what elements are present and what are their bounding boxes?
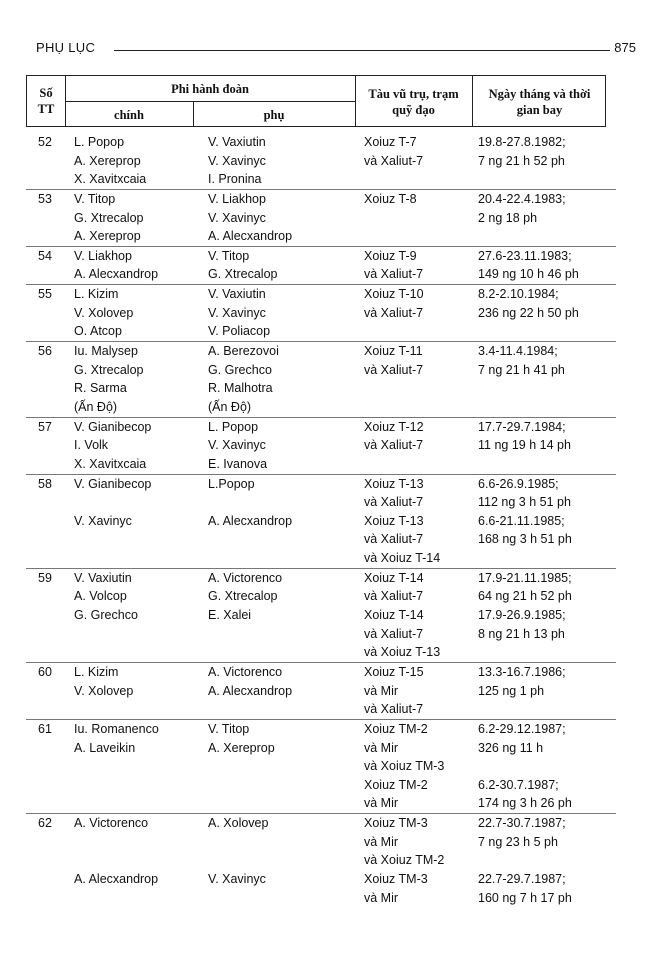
main-crew-cell: A. Volcop xyxy=(74,589,127,604)
spacecraft-cell: Xoiuz T-14 xyxy=(364,570,424,585)
spacecraft-cell: và Mir xyxy=(364,796,399,811)
backup-crew-cell: G. Grechco xyxy=(208,362,272,377)
row-line xyxy=(26,663,616,682)
table-row xyxy=(26,189,616,246)
date-duration-cell: 64 ng 21 h 52 ph xyxy=(478,589,572,604)
row-line xyxy=(26,342,616,361)
table-header xyxy=(26,75,606,127)
row-line xyxy=(26,606,616,625)
main-crew-cell: A. Laveikin xyxy=(74,740,136,755)
row-line xyxy=(26,682,616,701)
date-duration-cell: 13.3-16.7.1986; xyxy=(478,664,566,679)
row-line xyxy=(26,776,616,795)
date-duration-cell: 174 ng 3 h 26 ph xyxy=(478,796,572,811)
backup-crew-cell: A. Xereprop xyxy=(208,740,275,755)
table-row xyxy=(26,417,616,474)
backup-crew-cell: V. Xavinyc xyxy=(208,305,266,320)
main-crew-cell: V. Xavinyc xyxy=(74,513,132,528)
main-crew-cell: L. Kizim xyxy=(74,287,119,302)
table-row xyxy=(26,474,616,568)
spacecraft-cell: và Xaliut-7 xyxy=(364,438,424,453)
main-crew-cell: A. Victorenco xyxy=(74,816,149,831)
spacecraft-cell: Xoiuz T-9 xyxy=(364,248,417,263)
backup-crew-cell: A. Alecxandrop xyxy=(208,513,293,528)
col-crew-header: Phi hành đoàn xyxy=(171,82,249,96)
row-line xyxy=(26,170,616,189)
backup-crew-cell: L.Popop xyxy=(208,476,255,491)
row-line xyxy=(26,152,616,171)
table-row xyxy=(26,568,616,662)
row-number: 61 xyxy=(38,721,52,736)
row-number: 57 xyxy=(38,419,52,434)
main-crew-cell: I. Volk xyxy=(74,438,109,453)
backup-crew-cell: G. Xtrecalop xyxy=(208,589,278,604)
header-subdivider xyxy=(65,101,355,102)
row-line xyxy=(26,833,616,852)
spacecraft-cell: và Xaliut-7 xyxy=(364,305,424,320)
row-line xyxy=(26,133,616,152)
main-crew-cell: X. Xavitxcaia xyxy=(74,456,147,471)
row-line xyxy=(26,322,616,341)
row-line xyxy=(26,436,616,455)
main-crew-cell: V. Titop xyxy=(74,191,116,206)
spacecraft-cell: Xoiuz T-13 xyxy=(364,513,424,528)
spacecraft-cell: và Mir xyxy=(364,683,399,698)
spacecraft-cell: và Xaliut-7 xyxy=(364,702,424,717)
table-row xyxy=(26,284,616,341)
backup-crew-cell: (Ấn Độ) xyxy=(208,399,252,414)
row-line xyxy=(26,418,616,437)
main-crew-cell: V. Xolovep xyxy=(74,305,134,320)
row-number: 52 xyxy=(38,135,52,149)
main-crew-cell: A. Alecxandrop xyxy=(74,871,159,886)
backup-crew-cell: V. Liakhop xyxy=(208,191,266,206)
main-crew-cell: X. Xavitxcaia xyxy=(74,172,147,187)
spacecraft-cell: và Xaliut-7 xyxy=(364,153,424,168)
row-number: 55 xyxy=(38,287,52,302)
spacecraft-cell: Xoiuz TM-2 xyxy=(364,777,428,792)
col-date-header: Ngày tháng và thời gian bay xyxy=(488,87,591,117)
row-number: 62 xyxy=(38,816,52,831)
main-crew-cell: L. Popop xyxy=(74,135,125,149)
main-crew-cell: G. Xtrecalop xyxy=(74,362,144,377)
backup-crew-cell: A. Victorenco xyxy=(208,664,283,679)
row-line xyxy=(26,512,616,531)
row-number: 56 xyxy=(38,344,52,359)
row-line xyxy=(26,190,616,209)
spacecraft-cell: và Xaliut-7 xyxy=(364,267,424,282)
row-line xyxy=(26,379,616,398)
table-row xyxy=(26,246,616,284)
main-crew-cell: R. Sarma xyxy=(74,381,127,396)
row-line xyxy=(26,493,616,512)
table-row xyxy=(26,719,616,813)
backup-crew-cell: V. Vaxiutin xyxy=(208,287,266,302)
date-duration-cell: 125 ng 1 ph xyxy=(478,683,545,698)
row-line xyxy=(26,757,616,776)
row-number: 60 xyxy=(38,664,52,679)
row-line xyxy=(26,285,616,304)
spacecraft-cell: Xoiuz T-15 xyxy=(364,664,424,679)
spacecraft-cell: và Xaliut-7 xyxy=(364,362,424,377)
backup-crew-cell: V. Titop xyxy=(208,721,250,736)
main-crew-cell: G. Xtrecalop xyxy=(74,210,144,225)
spacecraft-cell: Xoiuz T-12 xyxy=(364,419,424,434)
row-line xyxy=(26,851,616,870)
header-rule xyxy=(114,50,610,51)
col-main-header: chính xyxy=(114,108,144,122)
date-duration-cell: 3.4-11.4.1984; xyxy=(478,344,558,359)
date-duration-cell: 149 ng 10 h 46 ph xyxy=(478,267,579,282)
backup-crew-cell: V. Vaxiutin xyxy=(208,135,266,149)
main-crew-cell: V. Gianibecop xyxy=(74,419,152,434)
row-line xyxy=(26,870,616,889)
spacecraft-cell: Xoiuz T-14 xyxy=(364,608,424,623)
main-crew-cell: V. Gianibecop xyxy=(74,476,152,491)
backup-crew-cell: V. Xavinyc xyxy=(208,438,266,453)
main-crew-cell: (Ấn Độ) xyxy=(74,399,118,414)
row-number: 53 xyxy=(38,191,52,206)
date-duration-cell: 6.6-21.11.1985; xyxy=(478,513,565,528)
date-duration-cell: 6.2-30.7.1987; xyxy=(478,777,559,792)
spacecraft-cell: và Xoiuz T-13 xyxy=(364,645,441,660)
backup-crew-cell: V. Xavinyc xyxy=(208,153,266,168)
row-number: 54 xyxy=(38,248,52,263)
row-line xyxy=(26,247,616,266)
row-line xyxy=(26,455,616,474)
date-duration-cell: 22.7-29.7.1987; xyxy=(478,871,566,886)
table-row xyxy=(26,341,616,417)
date-duration-cell: 20.4-22.4.1983; xyxy=(478,191,566,206)
row-line xyxy=(26,569,616,588)
main-crew-cell: O. Atcop xyxy=(74,324,122,339)
spacecraft-cell: và Xaliut-7 xyxy=(364,495,424,510)
spacecraft-cell: Xoiuz T-7 xyxy=(364,135,417,149)
row-line xyxy=(26,549,616,568)
spacecraft-cell: và Mir xyxy=(364,740,399,755)
backup-crew-cell: E. Xalei xyxy=(208,608,252,623)
main-crew-cell: L. Kizim xyxy=(74,664,119,679)
date-duration-cell: 7 ng 21 h 41 ph xyxy=(478,362,565,377)
page-number: 875 xyxy=(614,40,636,55)
backup-crew-cell: V. Xavinyc xyxy=(208,210,266,225)
date-duration-cell: 8.2-2.10.1984; xyxy=(478,287,559,302)
spacecraft-cell: và Mir xyxy=(364,890,399,905)
main-crew-cell: A. Xereprop xyxy=(74,153,141,168)
table-row xyxy=(26,662,616,719)
spacecraft-cell: Xoiuz TM-3 xyxy=(364,871,428,886)
col-no-header: Số TT xyxy=(37,86,55,116)
row-line xyxy=(26,227,616,246)
table-body xyxy=(26,133,616,907)
row-line xyxy=(26,530,616,549)
backup-crew-cell: L. Popop xyxy=(208,419,259,434)
spacecraft-cell: Xoiuz T-13 xyxy=(364,476,424,491)
row-line xyxy=(26,398,616,417)
main-crew-cell: V. Xolovep xyxy=(74,683,134,698)
row-line xyxy=(26,475,616,494)
date-duration-cell: 7 ng 23 h 5 ph xyxy=(478,834,558,849)
backup-crew-cell: G. Xtrecalop xyxy=(208,267,278,282)
row-line xyxy=(26,361,616,380)
date-duration-cell: 11 ng 19 h 14 ph xyxy=(478,438,571,453)
spacecraft-cell: và Mir xyxy=(364,834,399,849)
row-number: 58 xyxy=(38,476,52,491)
col-backup-header: phụ xyxy=(263,108,285,122)
date-duration-cell: 326 ng 11 h xyxy=(478,740,544,755)
spacecraft-cell: Xoiuz T-11 xyxy=(364,344,423,359)
date-duration-cell: 17.7-29.7.1984; xyxy=(478,419,566,434)
row-line xyxy=(26,587,616,606)
row-line xyxy=(26,209,616,228)
row-line xyxy=(26,625,616,644)
date-duration-cell: 27.6-23.11.1983; xyxy=(478,248,572,263)
row-line xyxy=(26,720,616,739)
date-duration-cell: 17.9-21.11.1985; xyxy=(478,570,572,585)
spacecraft-cell: và Xaliut-7 xyxy=(364,589,424,604)
main-crew-cell: A. Xereprop xyxy=(74,229,141,244)
main-crew-cell: Iu. Romanenco xyxy=(74,721,159,736)
spacecraft-cell: Xoiuz TM-3 xyxy=(364,816,428,831)
backup-crew-cell: V. Titop xyxy=(208,248,250,263)
backup-crew-cell: A. Alecxandrop xyxy=(208,683,293,698)
row-line xyxy=(26,814,616,833)
row-line xyxy=(26,889,616,908)
main-crew-cell: V. Liakhop xyxy=(74,248,132,263)
col-ship-header: Tàu vũ trụ, trạm quỹ đạo xyxy=(368,87,459,117)
main-crew-cell: V. Vaxiutin xyxy=(74,570,132,585)
spacecraft-cell: Xoiuz TM-2 xyxy=(364,721,428,736)
backup-crew-cell: A. Victorenco xyxy=(208,570,283,585)
spacecraft-cell: và Xaliut-7 xyxy=(364,532,424,547)
row-line xyxy=(26,739,616,758)
date-duration-cell: 19.8-27.8.1982; xyxy=(478,135,566,149)
row-line xyxy=(26,794,616,813)
date-duration-cell: 6.6-26.9.1985; xyxy=(478,476,559,491)
main-crew-cell: A. Alecxandrop xyxy=(74,267,159,282)
spacecraft-cell: Xoiuz T-10 xyxy=(364,287,424,302)
main-crew-cell: G. Grechco xyxy=(74,608,138,623)
row-line xyxy=(26,700,616,719)
date-duration-cell: 236 ng 22 h 50 ph xyxy=(478,305,579,320)
backup-crew-cell: V. Poliacop xyxy=(208,324,271,339)
date-duration-cell: 22.7-30.7.1987; xyxy=(478,816,566,831)
date-duration-cell: 7 ng 21 h 52 ph xyxy=(478,153,565,168)
date-duration-cell: 112 ng 3 h 51 ph xyxy=(478,495,571,510)
date-duration-cell: 8 ng 21 h 13 ph xyxy=(478,626,565,641)
spacecraft-cell: và Xoiuz TM-2 xyxy=(364,853,445,868)
main-crew-cell: Iu. Malysep xyxy=(74,344,138,359)
table-row xyxy=(26,133,616,189)
date-duration-cell: 6.2-29.12.1987; xyxy=(478,721,566,736)
backup-crew-cell: A. Berezovoi xyxy=(208,344,279,359)
section-title: PHỤ LỤC xyxy=(36,40,96,55)
backup-crew-cell: E. Ivanova xyxy=(208,456,268,471)
spacecraft-cell: và Xoiuz T-14 xyxy=(364,551,441,566)
spacecraft-cell: và Xaliut-7 xyxy=(364,626,424,641)
date-duration-cell: 168 ng 3 h 51 ph xyxy=(478,532,572,547)
backup-crew-cell: A. Alecxandrop xyxy=(208,229,293,244)
date-duration-cell: 2 ng 18 ph xyxy=(478,210,538,225)
spacecraft-cell: Xoiuz T-8 xyxy=(364,191,417,206)
row-line xyxy=(26,643,616,662)
backup-crew-cell: I. Pronina xyxy=(208,172,262,187)
backup-crew-cell: V. Xavinyc xyxy=(208,871,266,886)
backup-crew-cell: R. Malhotra xyxy=(208,381,273,396)
spacecraft-cell: và Xoiuz TM-3 xyxy=(364,759,445,774)
table-row xyxy=(26,813,616,907)
row-line xyxy=(26,304,616,323)
date-duration-cell: 160 ng 7 h 17 ph xyxy=(478,890,572,905)
row-number: 59 xyxy=(38,570,52,585)
row-line xyxy=(26,265,616,284)
backup-crew-cell: A. Xolovep xyxy=(208,816,269,831)
date-duration-cell: 17.9-26.9.1985; xyxy=(478,608,566,623)
